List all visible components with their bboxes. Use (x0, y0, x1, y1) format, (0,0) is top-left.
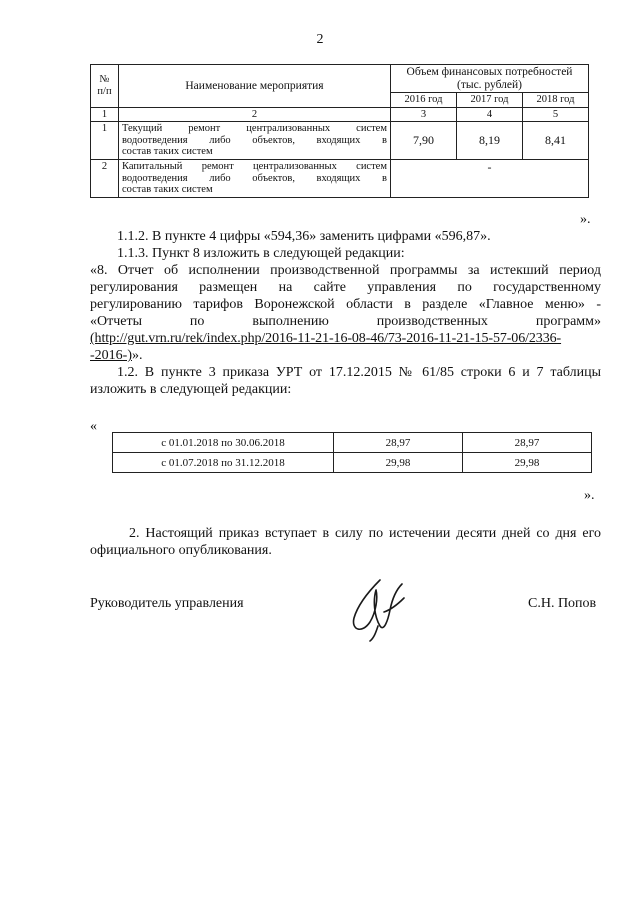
row-value: - (391, 160, 589, 198)
row-num: 2 (91, 160, 119, 198)
row-name-line: водоотведения либо объектов, входящих в (122, 134, 387, 146)
header-year: 2018 год (523, 93, 589, 108)
table-row (91, 160, 589, 198)
table-row (91, 122, 589, 160)
col-number: 1 (91, 107, 119, 122)
paragraph-8-line: регулирования размещен на сайте управления по государственному (90, 280, 601, 295)
row-name (119, 122, 391, 160)
row-name-line: Капитальный ремонт централизованных систем (122, 161, 387, 173)
period-cell: с 01.01.2018 по 30.06.2018 (113, 433, 334, 453)
col-number: 4 (457, 107, 523, 122)
signatory-name: С.Н. Попов (528, 596, 597, 611)
value-cell: 29,98 (334, 453, 463, 473)
paragraph-8-line: «8. Отчет об исполнении производственной программы за истекший период (90, 263, 601, 278)
paragraph-1-2-line: изложить в следующей редакции: (90, 382, 292, 397)
col-number: 3 (391, 107, 457, 122)
paragraph-1-1-3: 1.1.3. Пункт 8 изложить в следующей редакции: (117, 246, 405, 261)
col-number: 5 (523, 107, 589, 122)
tariff-table (112, 432, 592, 473)
handwritten-signature (340, 576, 412, 642)
row-name (119, 160, 391, 198)
header-year: 2016 год (391, 93, 457, 108)
report-link-tail[interactable]: -2016-) (90, 348, 132, 363)
value-cell: 28,97 (334, 433, 463, 453)
table-row (113, 453, 592, 473)
paragraph-1-2-line: 1.2. В пункте 3 приказа УРТ от 17.12.2015 № 61/85 строки 6 и 7 таблицы (117, 365, 601, 380)
col-number: 2 (119, 107, 391, 122)
paragraph-2-line: 2. Настоящий приказ вступает в силу по истечении десяти дней со дня его (129, 526, 601, 541)
header-num: № п/п (91, 65, 119, 108)
closing-quote: ». (580, 212, 591, 227)
row-value: 8,19 (457, 122, 523, 160)
expenditure-table (90, 64, 589, 198)
value-cell: 28,97 (463, 433, 592, 453)
open-quote: « (90, 419, 97, 434)
header-year: 2017 год (457, 93, 523, 108)
header-name: Наименование мероприятия (119, 65, 391, 108)
report-link[interactable]: (http://gut.vrn.ru/rek/index.php/2016-11-21-16-08-46/73-2016-11-21-15-57-06/2336- (90, 331, 562, 346)
row-name-line: состав таких систем (122, 146, 213, 158)
row-value: 7,90 (391, 122, 457, 160)
value-cell: 29,98 (463, 453, 592, 473)
row-name-line: Текущий ремонт централизованных систем (122, 123, 387, 135)
period-cell: с 01.07.2018 по 31.12.2018 (113, 453, 334, 473)
paragraph-8-line: регулированию тарифов Воронежской области в разделе «Главное меню» - (90, 297, 601, 312)
paragraph-2-line: официального опубликования. (90, 543, 272, 558)
paragraph-1-1-2: 1.1.2. В пункте 4 цифры «594,36» заменить цифрами «596,87». (117, 229, 491, 244)
signatory-position: Руководитель управления (90, 596, 244, 611)
closing-quote-2: ». (584, 488, 595, 503)
link-closing-quote: ». (132, 348, 143, 363)
row-num: 1 (91, 122, 119, 160)
row-name-line: водоотведения либо объектов, входящих в (122, 172, 387, 184)
row-name-line: состав таких систем (122, 184, 213, 196)
paragraph-8-line: «Отчеты по выполнению производственных программ» (90, 314, 601, 329)
table-row (113, 433, 592, 453)
page-number: 2 (316, 32, 324, 47)
report-link-end (90, 347, 143, 364)
row-value: 8,41 (523, 122, 589, 160)
header-finance: Объем финансовых потребностей (тыс. рублей) (391, 65, 589, 93)
